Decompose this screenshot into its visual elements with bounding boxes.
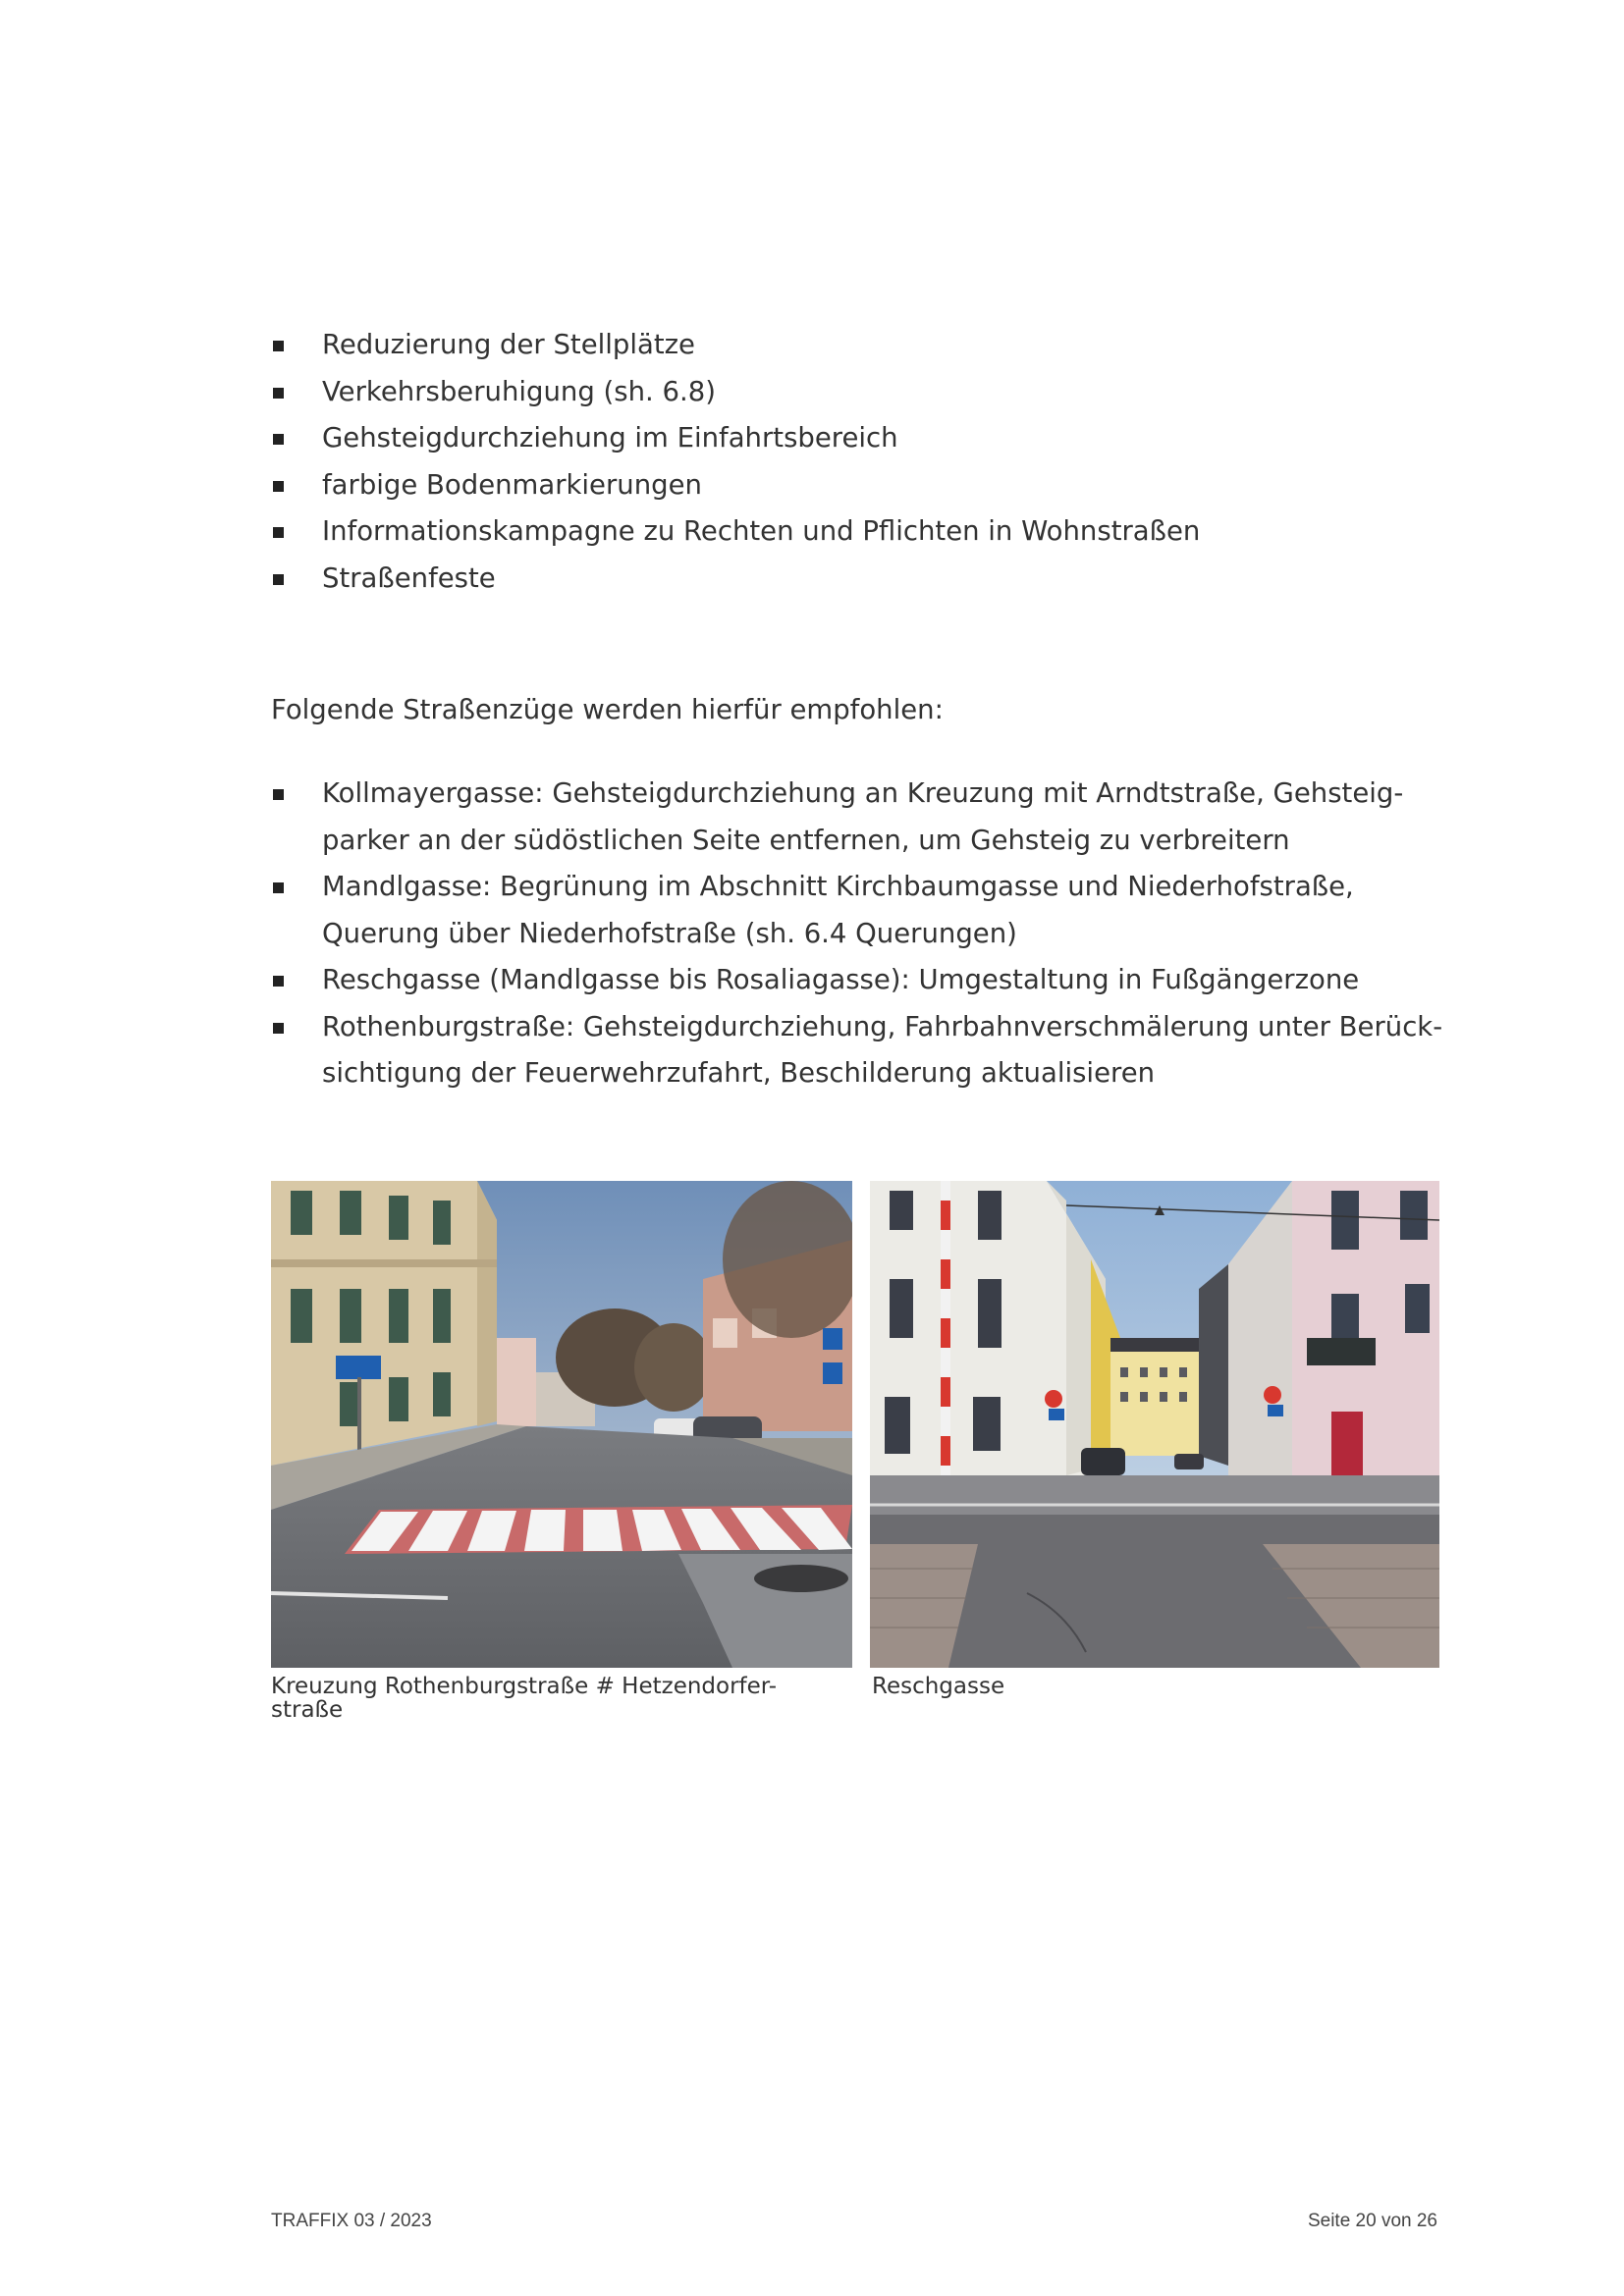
list-item: Reschgasse (Mandlgasse bis Rosaliagasse): Umgestaltung in Fußgängerzone [271,957,1449,1004]
list-item: Informationskampagne zu Rechten und Pflichten in Wohnstraßen [271,508,1449,556]
list-item: Verkehrsberuhigung (sh. 6.8) [271,369,1449,416]
street-photo-illustration [870,1181,1439,1668]
bullet-square-icon [273,976,284,987]
photo-caption: Reschgasse [872,1674,1005,1699]
bullet-square-icon [273,882,284,893]
streets-list [271,771,1449,1097]
list-item: Straßenfeste [271,556,1449,603]
measures-list [271,322,1449,602]
intro-paragraph: Folgende Straßenzüge werden hierfür empfohlen: [271,694,944,725]
list-item: Rothenburgstraße: Gehsteigdurchziehung, Fahrbahnverschmälerung unter Berück- sichtigung der Feuerwehrzufahrt, Beschilderung aktualisieren [271,1004,1449,1097]
bullet-square-icon [273,574,284,585]
bullet-square-icon [273,527,284,538]
photo-reschgasse [870,1181,1439,1668]
bullet-square-icon [273,789,284,800]
bullet-square-icon [273,1023,284,1034]
bullet-square-icon [273,481,284,492]
list-item: Gehsteigdurchziehung im Einfahrtsbereich [271,415,1449,462]
list-item: farbige Bodenmarkierungen [271,462,1449,509]
street-photo-illustration [271,1181,852,1668]
bullet-square-icon [273,388,284,399]
list-item: Mandlgasse: Begrünung im Abschnitt Kirchbaumgasse und Niederhofstraße, Querung über Niederhofstraße (sh. 6.4 Querungen) [271,864,1449,957]
list-item: Kollmayergasse: Gehsteigdurchziehung an Kreuzung mit Arndtstraße, Gehsteig- parker an der südöstlichen Seite entfernen, um Gehsteig zu verbreitern [271,771,1449,864]
bullet-square-icon [273,341,284,351]
list-item: Reduzierung der Stellplätze [271,322,1449,369]
footer-publication: TRAFFIX 03 / 2023 [271,2211,432,2231]
footer-page-number: Seite 20 von 26 [1307,2211,1437,2231]
photo-caption: Kreuzung Rothenburgstraße # Hetzendorfer- straße [271,1674,778,1723]
photo-crossing-rothenburgstrasse [271,1181,852,1668]
bullet-square-icon [273,434,284,445]
